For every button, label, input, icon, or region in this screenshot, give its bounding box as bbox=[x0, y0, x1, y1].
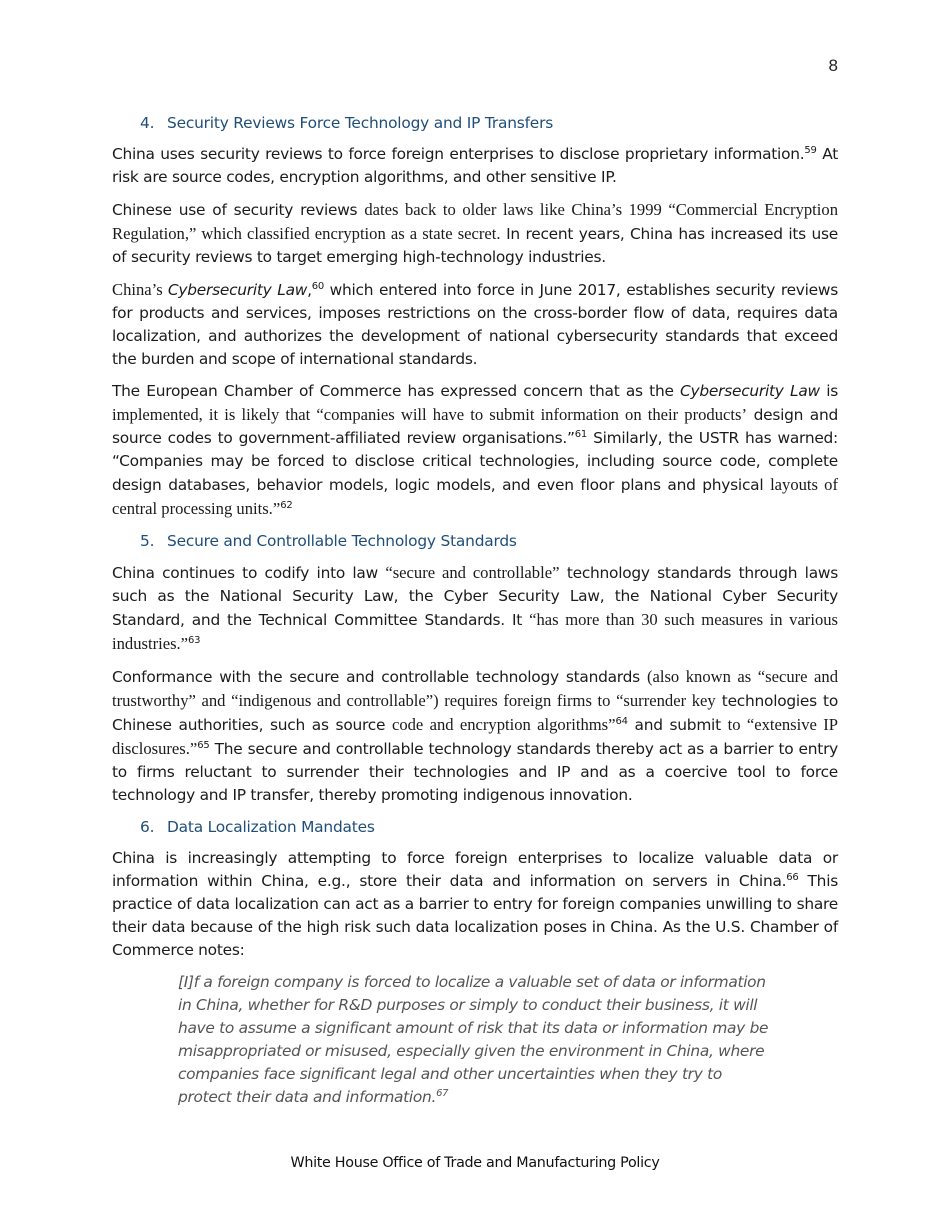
text-run: design and source codes to government-affiliated review organisations.” bbox=[112, 406, 838, 447]
paragraph bbox=[112, 380, 838, 521]
text-run: technology standards through laws such as the National Security Law, the Cyber Security Law, the National Cyber Security Standard, and the Technical Committee Standards. It bbox=[112, 564, 838, 629]
text-run: China’s bbox=[112, 280, 168, 299]
section-heading-secure-controllable bbox=[140, 530, 838, 553]
footnote-ref[interactable]: 59 bbox=[804, 145, 817, 156]
paragraph bbox=[112, 278, 838, 371]
text-run: layouts of central processing units.” bbox=[112, 475, 839, 518]
text-run: is bbox=[819, 382, 839, 400]
text-run: The European Chamber of Commerce has expressed concern that as the bbox=[112, 382, 681, 400]
text-run: China uses security reviews to force foreign enterprises to disclose proprietary information. bbox=[112, 145, 805, 163]
paragraph bbox=[112, 143, 838, 189]
footnote-ref[interactable]: 66 bbox=[786, 872, 799, 883]
law-title: Cybersecurity Law bbox=[167, 281, 308, 299]
footnote-ref[interactable]: 65 bbox=[197, 740, 210, 751]
paragraph bbox=[112, 847, 838, 962]
text-run: Conformance with the secure and controllable technology standards bbox=[112, 668, 647, 686]
paragraph bbox=[112, 665, 838, 807]
text-run: “secure and controllable” bbox=[385, 563, 560, 582]
footnote-ref[interactable]: 67 bbox=[436, 1088, 449, 1099]
text-run: In recent years, China has increased its use of security reviews to target emerging high-technology industries. bbox=[112, 225, 838, 266]
section-number: 6. bbox=[140, 818, 155, 836]
page-footer: White House Office of Trade and Manufacturing Policy bbox=[290, 1155, 660, 1171]
section-title: Data Localization Mandates bbox=[167, 818, 375, 836]
footnote-ref[interactable]: 63 bbox=[188, 635, 201, 646]
page-content bbox=[112, 112, 838, 1109]
text-run: At risk are source codes, encryption algorithms, and other sensitive IP. bbox=[112, 145, 838, 186]
footnote-ref[interactable]: 61 bbox=[574, 429, 588, 440]
text-run: dates back to older laws like China’s 1999 “Commercial Encryption Regulation,” which classified encryption as a state secret. bbox=[112, 200, 838, 243]
text-run: technologies to Chinese authorities, such as source bbox=[112, 692, 838, 734]
section-number: 4. bbox=[140, 114, 155, 132]
text-run: (also known as “secure and trustworthy” and “indigenous and controllable”) requires foreign firms to “surrender key bbox=[112, 667, 838, 710]
text-run: which entered into force in June 2017, establishes security reviews for products and services, imposes restrictions on the cross-border flow of data, requires data localization, and authorizes the development of national cybersecurity standards that exceed the burden and scope of international standards. bbox=[112, 281, 838, 368]
section-title: Secure and Controllable Technology Standards bbox=[167, 532, 517, 550]
section-heading-data-localization bbox=[140, 816, 838, 839]
section-heading-security-reviews bbox=[140, 112, 838, 135]
text-run: implemented, it is likely that “companies will have to submit information on their products’ bbox=[112, 405, 747, 424]
footnote-ref[interactable]: 62 bbox=[280, 500, 293, 511]
text-run: This practice of data localization can act as a barrier to entry for foreign companies unwilling to share their data because of the high risk such data localization poses in China. As the U.S. Chamber of Commerce notes: bbox=[112, 872, 838, 959]
text-run: Chinese use of security reviews bbox=[112, 201, 365, 219]
text-run: code and encryption algorithms” bbox=[391, 715, 616, 734]
footnote-ref[interactable]: 64 bbox=[615, 716, 628, 727]
page-number: 8 bbox=[828, 56, 838, 75]
paragraph bbox=[112, 561, 838, 656]
text-run: and submit bbox=[627, 716, 728, 734]
section-title: Security Reviews Force Technology and IP Transfers bbox=[167, 114, 554, 132]
text-run: , bbox=[307, 281, 312, 299]
text-run: “has more than 30 such measures in various industries.” bbox=[112, 610, 838, 653]
section-number: 5. bbox=[140, 532, 155, 550]
paragraph bbox=[112, 198, 838, 269]
text-run: Similarly, the USTR has warned: “Companies may be forced to disclose critical technologies, including source code, complete design databases, behavior models, logic models, and even floor plans and physical bbox=[112, 429, 838, 494]
text-run: China is increasingly attempting to force foreign enterprises to localize valuable data or information within China, e.g., store their data and information on servers in China. bbox=[112, 849, 838, 890]
text-run: China continues to codify into law bbox=[112, 564, 386, 582]
block-quote bbox=[178, 971, 774, 1109]
footnote-ref[interactable]: 60 bbox=[311, 281, 324, 292]
law-title: Cybersecurity Law bbox=[680, 382, 820, 400]
text-run: to “extensive IP disclosures.” bbox=[112, 715, 838, 758]
text-run: The secure and controllable technology standards thereby act as a barrier to entry to firms reluctant to surrender their technologies and IP and as a coercive tool to force technology and IP transfer, thereby promoting indigenous innovation. bbox=[112, 740, 838, 804]
quote-text: [I]f a foreign company is forced to localize a valuable set of data or information in China, whether for R&D purposes or simply to conduct their business, it will have to assume a significant amount of risk that its data or information may be misappropriated or misused, especially given the environment in China, where companies face significant legal and other uncertainties when they try to protect their data and information. bbox=[178, 973, 769, 1106]
